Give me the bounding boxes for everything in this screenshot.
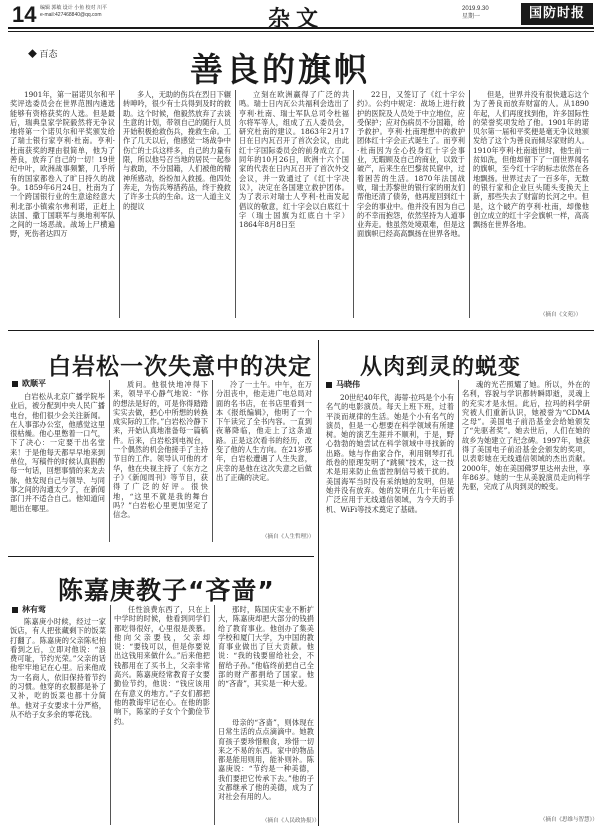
half-divider [318, 340, 319, 826]
column-divider [109, 380, 110, 542]
article2-col2: 质问。他很快地冲得下来，领导平心静气地说：“你的想法是好的，可是你得踏踏实实去做，把心中所想的转换成实际的工作。”白岩松冷静下来，开始认真地准备每一篇稿件。后来，白岩松到电视台，一个偶然的机会他接手了主持节目的工作。领导认可他的才华，他在央视主持了《东方之子》《新闻周刊》等节目，获得了广泛的好评。很快地，“这里不就是我的舞台吗？”白岩松心里更加坚定了信念。 [113, 380, 208, 520]
article1-col4: 22日，又签订了《红十字公约》。公约中规定：战场上进行救护的医院及人员处于中立地位，应受保护；应对伤病员不分国籍，给予救护。亨利·杜南理想中的救护团体红十字会正式诞生了。而亨利·杜南因为全心投身红十字会事业，无暇顾及自己的商业，以致于破产，后来生在巴黎贫民窟中，过着困苦的生活。1870年法国战败，瑞士苏黎世的银行家的朋友们帮他还清了债务，他再度回到红十字会的事业中。他并没有因为自己的不幸而抱怨，依然坚持为人道事业奔走。他虽然处境艰难，但是这面旗帜已经高高飘扬在世界各地。 [357, 90, 465, 239]
column-divider [235, 90, 236, 318]
editor-line: 编辑 郭敏 设计 小鱼 校对 川平 [40, 5, 107, 11]
headline-chen-jiageng: 陈嘉庚教子“吝啬” [58, 576, 275, 605]
header-rule-thin [8, 31, 594, 32]
author-name: 欧顺平 [22, 379, 46, 388]
article1-col1: 1901年，第一届诺贝尔和平奖评选委员会在世界范围内遴选能够有资格获奖的人选。但是最后，瑞典皇家学院毅然将无争议地将第一个诺贝尔和平奖颁发给了瑞士银行家亨利·杜南。亨利·杜南获奖的理由很简单，他为了善良，放弃了自己的一切！19世纪中叶，欧洲战事频繁，几乎所有的国家都卷入了旷日持久的战争。1859年6月24日，杜南为了一个跨国银行业的生意途经意大利北部小镇索尔弗利诺，正赶上法国、撒丁国联军与奥地利军队之间的一场恶战。战场上尸横遍野，死伤者达四万 [10, 90, 115, 239]
article4-col3: 那时，陈国庆实业不断扩大，陈嘉庚却把大部分的钱捐给了教育事业。他创办了集美学校和厦门大学，为中国的教育事业做出了巨大贡献。他说：“我的钱要留给社会，不留给子孙。”他临终前把自己全部的财产都捐给了国家。他的“吝啬”，其实是一种大爱。 [218, 605, 314, 689]
square-bullet-icon [12, 607, 18, 613]
article3-col2: 魂的光芒照耀了她。所以，外在的名利，容貌与学识都转瞬即逝，灵魂上的充实才是永恒。此后，拉玛的科学研究被人们重新认识，她被誉为“CDMA之母”。美国电子前沿基金会给她颁发了“先驱者奖”。她去世后，人们在她的故乡为她建立了纪念碑。1997年，她获得了美国电子前沿基金会颁发的奖项，以表彰她在无线通信领域的杰出贡献。2000年，她在美国佛罗里达州去世，享年86岁。她的一生从美貌演员走向科学先驱，完成了从肉到灵的蜕变。 [462, 380, 590, 492]
article1-col2: 多人，无助的伤兵在烈日下辗转呻吟，很少有士兵得到及时的救助。这个时候，他毅然放弃了去谈生意的计划，带领自己的随行人员开始积极抢救伤兵，挽救生命。工作了几天以后，他感觉一场战争中伤亡的士兵这样多，自己的力量有限，所以他号召当地的居民一起参与救助，不分国籍，人们被他的精神所感动，纷纷加入救援。他四处奔走，为伤兵筹措药品，终于挽救了许多士兵的生命。这一人道主义的提议 [123, 90, 231, 211]
column-divider [119, 90, 120, 318]
square-bullet-icon [12, 381, 18, 387]
headline-kindness-flag: 善良的旗帜 [190, 50, 370, 89]
editor-info [40, 5, 107, 19]
issue-date [462, 5, 489, 21]
page-number: 14 [12, 2, 37, 27]
column-divider [353, 90, 354, 318]
article2-source: （摘自《人生哲理》） [262, 534, 315, 540]
headline-bai-yansong: 白岩松一次失意中的决定 [48, 354, 312, 380]
date-line: 2019.9.30 [462, 6, 489, 12]
article2-col1: 白岩松从北京广播学院毕业后，被分配到中央人民广播电台，他们很少会关注新闻。在人事部办公室，他感觉这里很枯燥。他心里憋着一口气，下了决心：一定要干出名堂来！于是他每天都早早地来到单位，写稿件的时候认真斟酌每一句话，回想事情的来龙去脉，他发现自己与领导、与同事之间的沟通太少了，在新闻部门并不适合自己。他知道问题出在哪里。 [10, 392, 105, 513]
article4-col4: 母亲的“吝啬”，则体现在日常生活的点点滴滴中。她教育孩子要珍惜粮食，珍惜一切来之不易的东西。家中的物品都是能用则用，能补则补。陈嘉庚说：“节约是一种美德，我们要把它传承下去。”他的子女都继承了他的美德，成为了对社会有用的人。 [218, 718, 314, 802]
article2-col3: 冷了一土午。中午，在万分沮丧中，他走进广电总局对面的名书店，在书店里看到一本《报纸编辑》，他明了一个下午读完了全书内容。一直到夜幕降临，他走上了这条道路。正是这次看书的经历，改变了他的人生方向。在21岁那年，白岩松遭遇了人生失意，庆幸的是他在这次失意之后做出了正确的决定。 [216, 380, 312, 482]
article1-col3: 立刻在欧洲赢得了广泛的共鸣。瑞士日内瓦公共福利会选出了亨利·杜南、瑞士军队总司令杜福尔将军等人，组成了五人委员会，研究杜南的建议。1863年2月17日在日内瓦召开了首次会议，由此红十字国际委员会的前身成立了。同年的10月26日，欧洲十六个国家的代表在日内瓦召开了首次外交会议，并一致通过了《红十字决议》，决定在各国建立救护团体。为了表示对瑞士人亨利·杜南发起倡议的敬意，红十字会以白底红十字（瑞士国旗为红底白十字）1864年8月8日至 [239, 90, 349, 230]
email-line: e-mail:427468840@qq.com [40, 12, 102, 18]
weekday-line: 星期一 [462, 14, 481, 20]
article4-col1: 陈嘉庚小时候，经过一家饭店，有人把张藏剩下的饭菜打翻了。陈嘉庚的父亲陈杞柏看到之后，立即对他说：“浪费可耻，节约光荣。”父亲的话他牢牢地记在心里。后来他成为一名商人，依旧保持着节约的习惯。他穿的衣服都是补了又补，吃的饭菜也都十分简单。他对子女要求十分严格，从不给子女多余的零花钱。 [10, 617, 106, 719]
section-rule [8, 556, 314, 557]
article3-byline [326, 379, 360, 390]
column-divider [110, 605, 111, 825]
masthead-logo: 国防时报 [521, 3, 593, 25]
article4-col2: 任性浪费东西了，只在上中学时的时候，他看到同学们都吃得很好，心里很是羡慕。他向父亲要钱，父亲却说：“要钱可以，但是你要说出这钱用来做什么。”后来他把钱都用在了买书上，父亲非常高兴。陈嘉庚经常教育子女要勤俭节约，他说：“钱应该用在有意义的地方。”子女们都把他的教诲牢记在心。在他的影响下，陈家的子女个个勤俭节约。 [114, 605, 210, 726]
author-name: 林有莺 [22, 605, 46, 614]
column-kicker: ◆ 百态 [28, 49, 58, 59]
article1-col5: 但是，世界并没有很快遗忘这个为了善良而放弃财富的人。从1890年起，人们再度找到他，许多国际性的荣誉奖项发给了他。1901年的诺贝尔第一届和平奖便是毫无争议地颁发给了这个为善良而倾尽家财的人。1910年亨利·杜南逝世时，他生前一贫如洗，但他却留下了一面世界闻名的旗帜，至今红十字的标志依然在各地飘扬。世界过去了一百多年，无数的银行家和企业巨头随头变换天上新，那些失去了财富的长河之中。但是，这个破产的亨利·杜南，却像他创立成立的红十字会旗帜一样，高高飘扬在世界各地。 [473, 90, 589, 230]
article3-source: （摘自《思维与智慧》） [540, 817, 598, 823]
author-name: 马晓伟 [336, 380, 360, 389]
header-rule [8, 27, 594, 29]
section-title: 杂文 [268, 6, 325, 32]
column-divider [469, 90, 470, 318]
column-divider [214, 605, 215, 825]
column-divider [212, 380, 213, 542]
column-divider [458, 380, 459, 823]
article3-col1: 20世纪40年代，海蒂·拉玛是个小有名气的电影演员。每天上班下班，过着平淡而规律的生活。她是个小有名气的演员，但是一心想要在科学领域有所建树。她的演艺生涯并不顺利，于是，野心勃勃的她尝试在科学领域中寻找新的出路。她与作曲家合作，利用钢琴打孔纸卷的原理发明了“跳频”技术，这一技术是用来防止鱼雷控制信号被干扰的。美国海军当时没有采纳她的发明，但是她并没有放弃。她的发明在几十年后被广泛应用于无线通信领域，为今天的手机、WiFi等技术奠定了基础。 [326, 393, 454, 514]
article1-source: （摘自《文苑》） [540, 312, 582, 318]
article4-source: （摘自《人民政协报》） [262, 818, 320, 824]
section-rule [8, 330, 594, 331]
article4-byline [12, 604, 46, 615]
headline-flesh-to-soul: 从肉到灵的蜕变 [360, 355, 522, 380]
article2-byline [12, 378, 46, 389]
square-bullet-icon [326, 382, 332, 388]
